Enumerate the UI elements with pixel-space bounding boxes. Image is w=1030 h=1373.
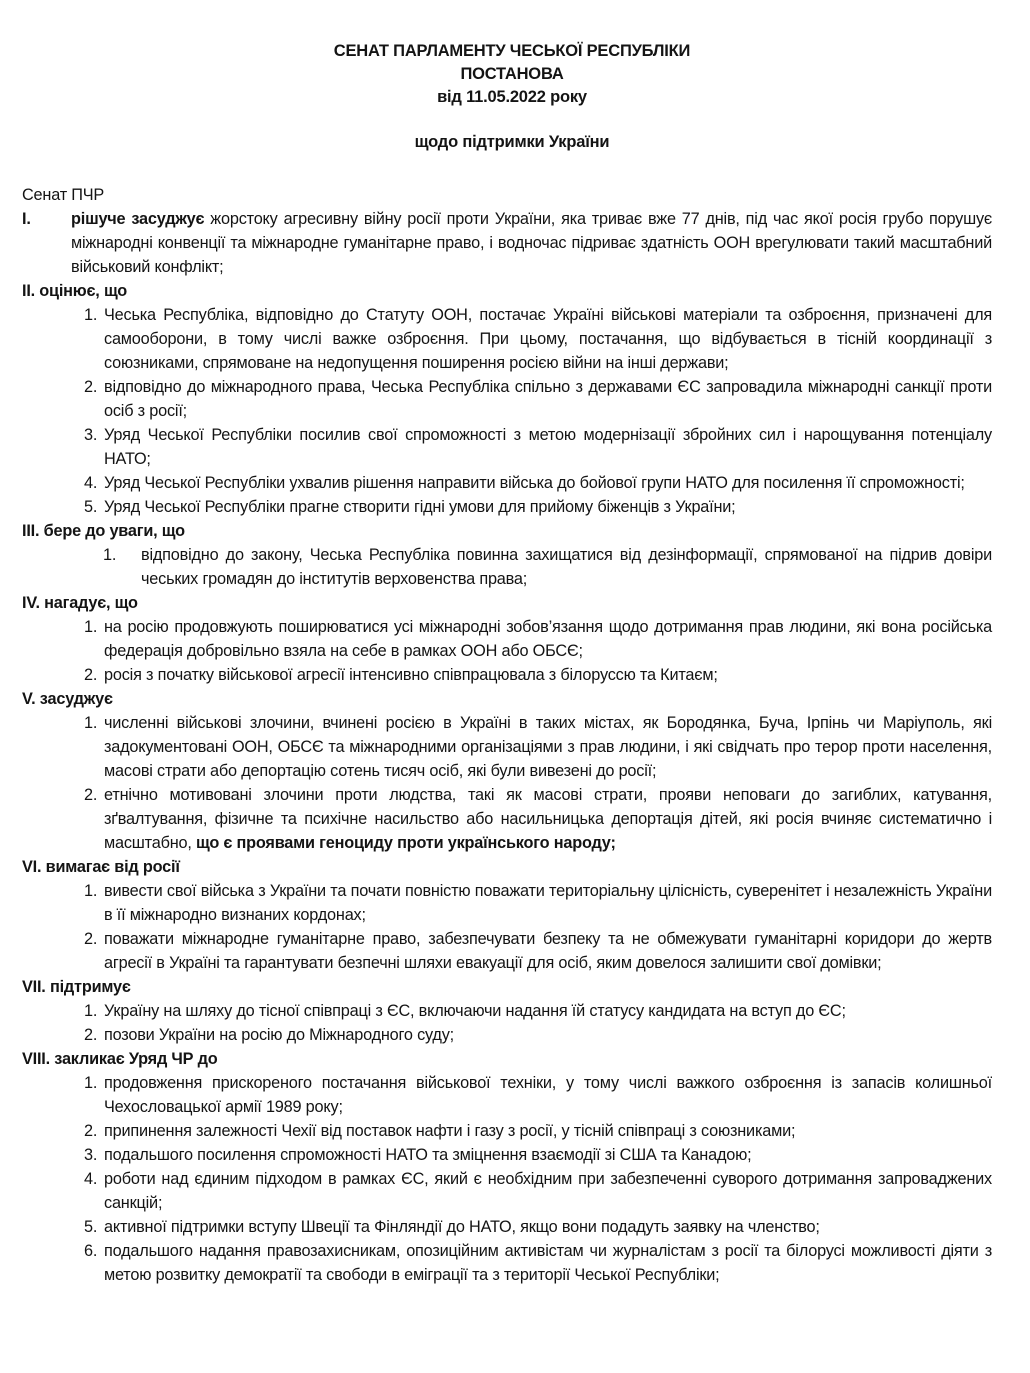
intro-text: Сенат ПЧР — [22, 186, 105, 204]
section-8-item — [84, 1071, 992, 1119]
institution-title: СЕНАТ ПАРЛАМЕНТУ ЧЕСЬКОЇ РЕСПУБЛІКИ — [333, 42, 691, 60]
item-number: 4. — [84, 474, 98, 492]
document-header — [32, 40, 992, 154]
section-1-text: жорстоку агресивну війну росії проти України, яка триває вже 77 днів, під час якої росія грубо порушує міжнародні конвенції та міжнародне гуманітарне право, і водночас підриває здатність ООН врегулювати такий масштабний військовий конфлікт; — [71, 210, 992, 276]
item-text-body: поважати міжнародне гуманітарне право, забезпечувати безпеку та не обмежувати гуманітарні коридори до жертв агресії в Україні та гарантувати безпечні шляхи евакуації для осіб, яким довелося залишити свої домівки; — [104, 930, 992, 972]
item-text — [104, 303, 992, 375]
item-number: 2. — [84, 1122, 98, 1140]
item-text — [104, 1119, 992, 1143]
item-number: 2. — [84, 786, 98, 804]
item-text-body: численні військові злочини, вчинені росією в Україні в таких містах, як Бородянка, Буча, Ірпінь чи Маріуполь, які задокументовані ООН, ОБСЄ та міжнародними організаціями з прав людини, і які свідчать про терор проти населення, масові страти або депортацію сотень тисяч осіб, які були вивезені до росії; — [104, 714, 992, 780]
item-text — [104, 999, 992, 1023]
item-text — [104, 423, 992, 471]
section-4-item — [84, 615, 992, 663]
item-text-body: Уряд Чеської Республіки посилив свої спроможності з метою модернізації збройних сил і нарощування потенціалу НАТО; — [104, 426, 992, 468]
section-1-number: I. — [22, 210, 31, 228]
item-text-body: активної підтримки вступу Швеції та Фінляндії до НАТО, якщо вони подадуть заявку на членство; — [104, 1218, 820, 1236]
item-text — [104, 615, 992, 663]
section-2-item — [84, 471, 992, 495]
item-text — [104, 1071, 992, 1119]
section-1-lead: рішуче засуджує — [71, 210, 205, 228]
item-text-body: на росію продовжують поширюватися усі міжнародні зобов’язання щодо дотримання прав людини, які вона російська федерація добровільно взяла на себе в рамках ООН або ОБСЄ; — [104, 618, 992, 660]
item-text-body: подальшого посилення спроможності НАТО та зміцнення взаємодії зі США та Канадою; — [104, 1146, 752, 1164]
section-2-list — [22, 303, 992, 519]
item-text — [104, 375, 992, 423]
item-text-body: відповідно до закону, Чеська Республіка повинна захищатися від дезінформації, спрямованої на підрив довіри чеських громадян до інститутів верховенства права; — [141, 546, 992, 588]
item-text-body: Уряд Чеської Республіки ухвалив рішення направити війська до бойової групи НАТО для посилення її спроможності; — [104, 474, 965, 492]
item-text-body: припинення залежності Чехії від поставок нафти і газу з росії, у тісній співпраці з союзниками; — [104, 1122, 796, 1140]
section-8-item — [84, 1143, 992, 1167]
section-8-item — [84, 1215, 992, 1239]
item-number: 1. — [84, 714, 98, 732]
section-6-list — [22, 879, 992, 975]
section-8 — [22, 1047, 992, 1287]
section-8-item — [84, 1167, 992, 1215]
item-number: 5. — [84, 1218, 98, 1236]
item-number: 2. — [84, 378, 98, 396]
section-8-item — [84, 1239, 992, 1287]
item-text-body: вивести свої війська з України та почати повністю поважати територіальну цілісність, суверенітет і незалежність України в її міжнародно визнаних кордонах; — [104, 882, 992, 924]
section-5-item — [84, 783, 992, 855]
item-text — [104, 1143, 992, 1167]
section-7-item — [84, 999, 992, 1023]
section-7 — [22, 975, 992, 1047]
section-3 — [22, 519, 992, 591]
item-text-emphasis: що є проявами геноциду проти українського народу; — [196, 834, 616, 852]
item-number: 2. — [84, 930, 98, 948]
item-number: 4. — [84, 1170, 98, 1188]
section-2-item — [84, 303, 992, 375]
item-text-body: відповідно до міжнародного права, Чеська Республіка спільно з державами ЄС запровадила міжнародні санкції проти осіб з росії; — [104, 378, 992, 420]
document-type: ПОСТАНОВА — [460, 65, 564, 83]
item-text — [104, 495, 992, 519]
item-number: 3. — [84, 1146, 98, 1164]
item-text-body: подальшого надання правозахисникам, опозиційним активістам чи журналістам з росії та білорусі можливості діяти з метою розвитку демократії та свободи в еміграції та з території Чеської Республіки; — [104, 1242, 992, 1284]
item-text-body: росія з початку військової агресії інтенсивно співпрацювала з білоруссю та Китаєм; — [104, 666, 718, 684]
section-2-title: II. оцінює, що — [22, 282, 128, 300]
item-number: 2. — [84, 666, 98, 684]
section-8-item — [84, 1119, 992, 1143]
section-4 — [22, 591, 992, 687]
item-text — [104, 1167, 992, 1215]
item-text — [104, 783, 992, 855]
item-number: 5. — [84, 498, 98, 516]
section-5-item — [84, 711, 992, 783]
section-5-title: V. засуджує — [22, 690, 113, 708]
section-6-item — [84, 927, 992, 975]
item-text — [104, 1215, 992, 1239]
section-3-title: III. бере до уваги, що — [22, 522, 185, 540]
item-number: 1. — [84, 618, 98, 636]
item-text-body: роботи над єдиним підходом в рамках ЄС, який є необхідним при забезпеченні суворого дотримання запроваджених санкцій; — [104, 1170, 992, 1212]
section-8-list — [22, 1071, 992, 1287]
item-number: 1. — [84, 1074, 98, 1092]
item-text — [104, 927, 992, 975]
section-1-body — [71, 207, 992, 279]
item-text — [104, 1239, 992, 1287]
document-date: від 11.05.2022 року — [437, 88, 587, 106]
item-text-body: Уряд Чеської Республіки прагне створити гідні умови для прийому біженців з України; — [104, 498, 736, 516]
section-2-item — [84, 375, 992, 423]
section-6-item — [84, 879, 992, 927]
section-2 — [22, 279, 992, 519]
section-3-list — [22, 543, 992, 591]
item-text — [141, 543, 992, 591]
section-2-item — [84, 423, 992, 471]
item-number: 3. — [84, 426, 98, 444]
section-8-title: VIII. закликає Уряд ЧР до — [22, 1050, 218, 1068]
section-3-item — [103, 543, 992, 591]
item-number: 1. — [84, 1002, 98, 1020]
item-number: 1. — [103, 546, 117, 564]
section-7-item — [84, 1023, 992, 1047]
item-text — [104, 1023, 992, 1047]
section-4-list — [22, 615, 992, 687]
document-subject: щодо підтримки України — [414, 133, 610, 151]
section-1 — [22, 207, 992, 279]
item-text-body: етнічно мотивовані злочини проти людства, такі як масові страти, прояви неповаги до загиблих, катування, зґвалтування, фізичне та психічне насильство або насильницька депортація дітей, які росія вчиняє систематично і масштабно, — [104, 786, 992, 852]
item-number: 1. — [84, 882, 98, 900]
item-text-body: позови України на росію до Міжнародного суду; — [104, 1026, 454, 1044]
section-2-item — [84, 495, 992, 519]
item-text — [104, 711, 992, 783]
item-text — [104, 879, 992, 927]
item-text — [104, 663, 992, 687]
section-6-title: VI. вимагає від росії — [22, 858, 180, 876]
section-6 — [22, 855, 992, 975]
item-text — [104, 471, 992, 495]
section-4-item — [84, 663, 992, 687]
item-text-body: Україну на шляху до тісної співпраці з ЄС, включаючи надання їй статусу кандидата на вступ до ЄС; — [104, 1002, 846, 1020]
item-text-body: Чеська Республіка, відповідно до Статуту ООН, постачає Україні військові матеріали та озброєння, призначені для самооборони, в тому числі важке озброєння. При цьому, постачання, що відбувається в тісній координації з союзниками, спрямоване на недопущення поширення росією війни на інші держави; — [104, 306, 992, 372]
item-number: 1. — [84, 306, 98, 324]
section-5 — [22, 687, 992, 855]
item-text-body: продовження прискореного постачання військової техніки, у тому числі важкого озброєння із запасів колишньої Чехословацької армії 1989 року; — [104, 1074, 992, 1116]
section-5-list — [22, 711, 992, 855]
section-4-title: IV. нагадує, що — [22, 594, 138, 612]
section-7-list — [22, 999, 992, 1047]
item-number: 6. — [84, 1242, 98, 1260]
item-number: 2. — [84, 1026, 98, 1044]
section-7-title: VII. підтримує — [22, 978, 131, 996]
